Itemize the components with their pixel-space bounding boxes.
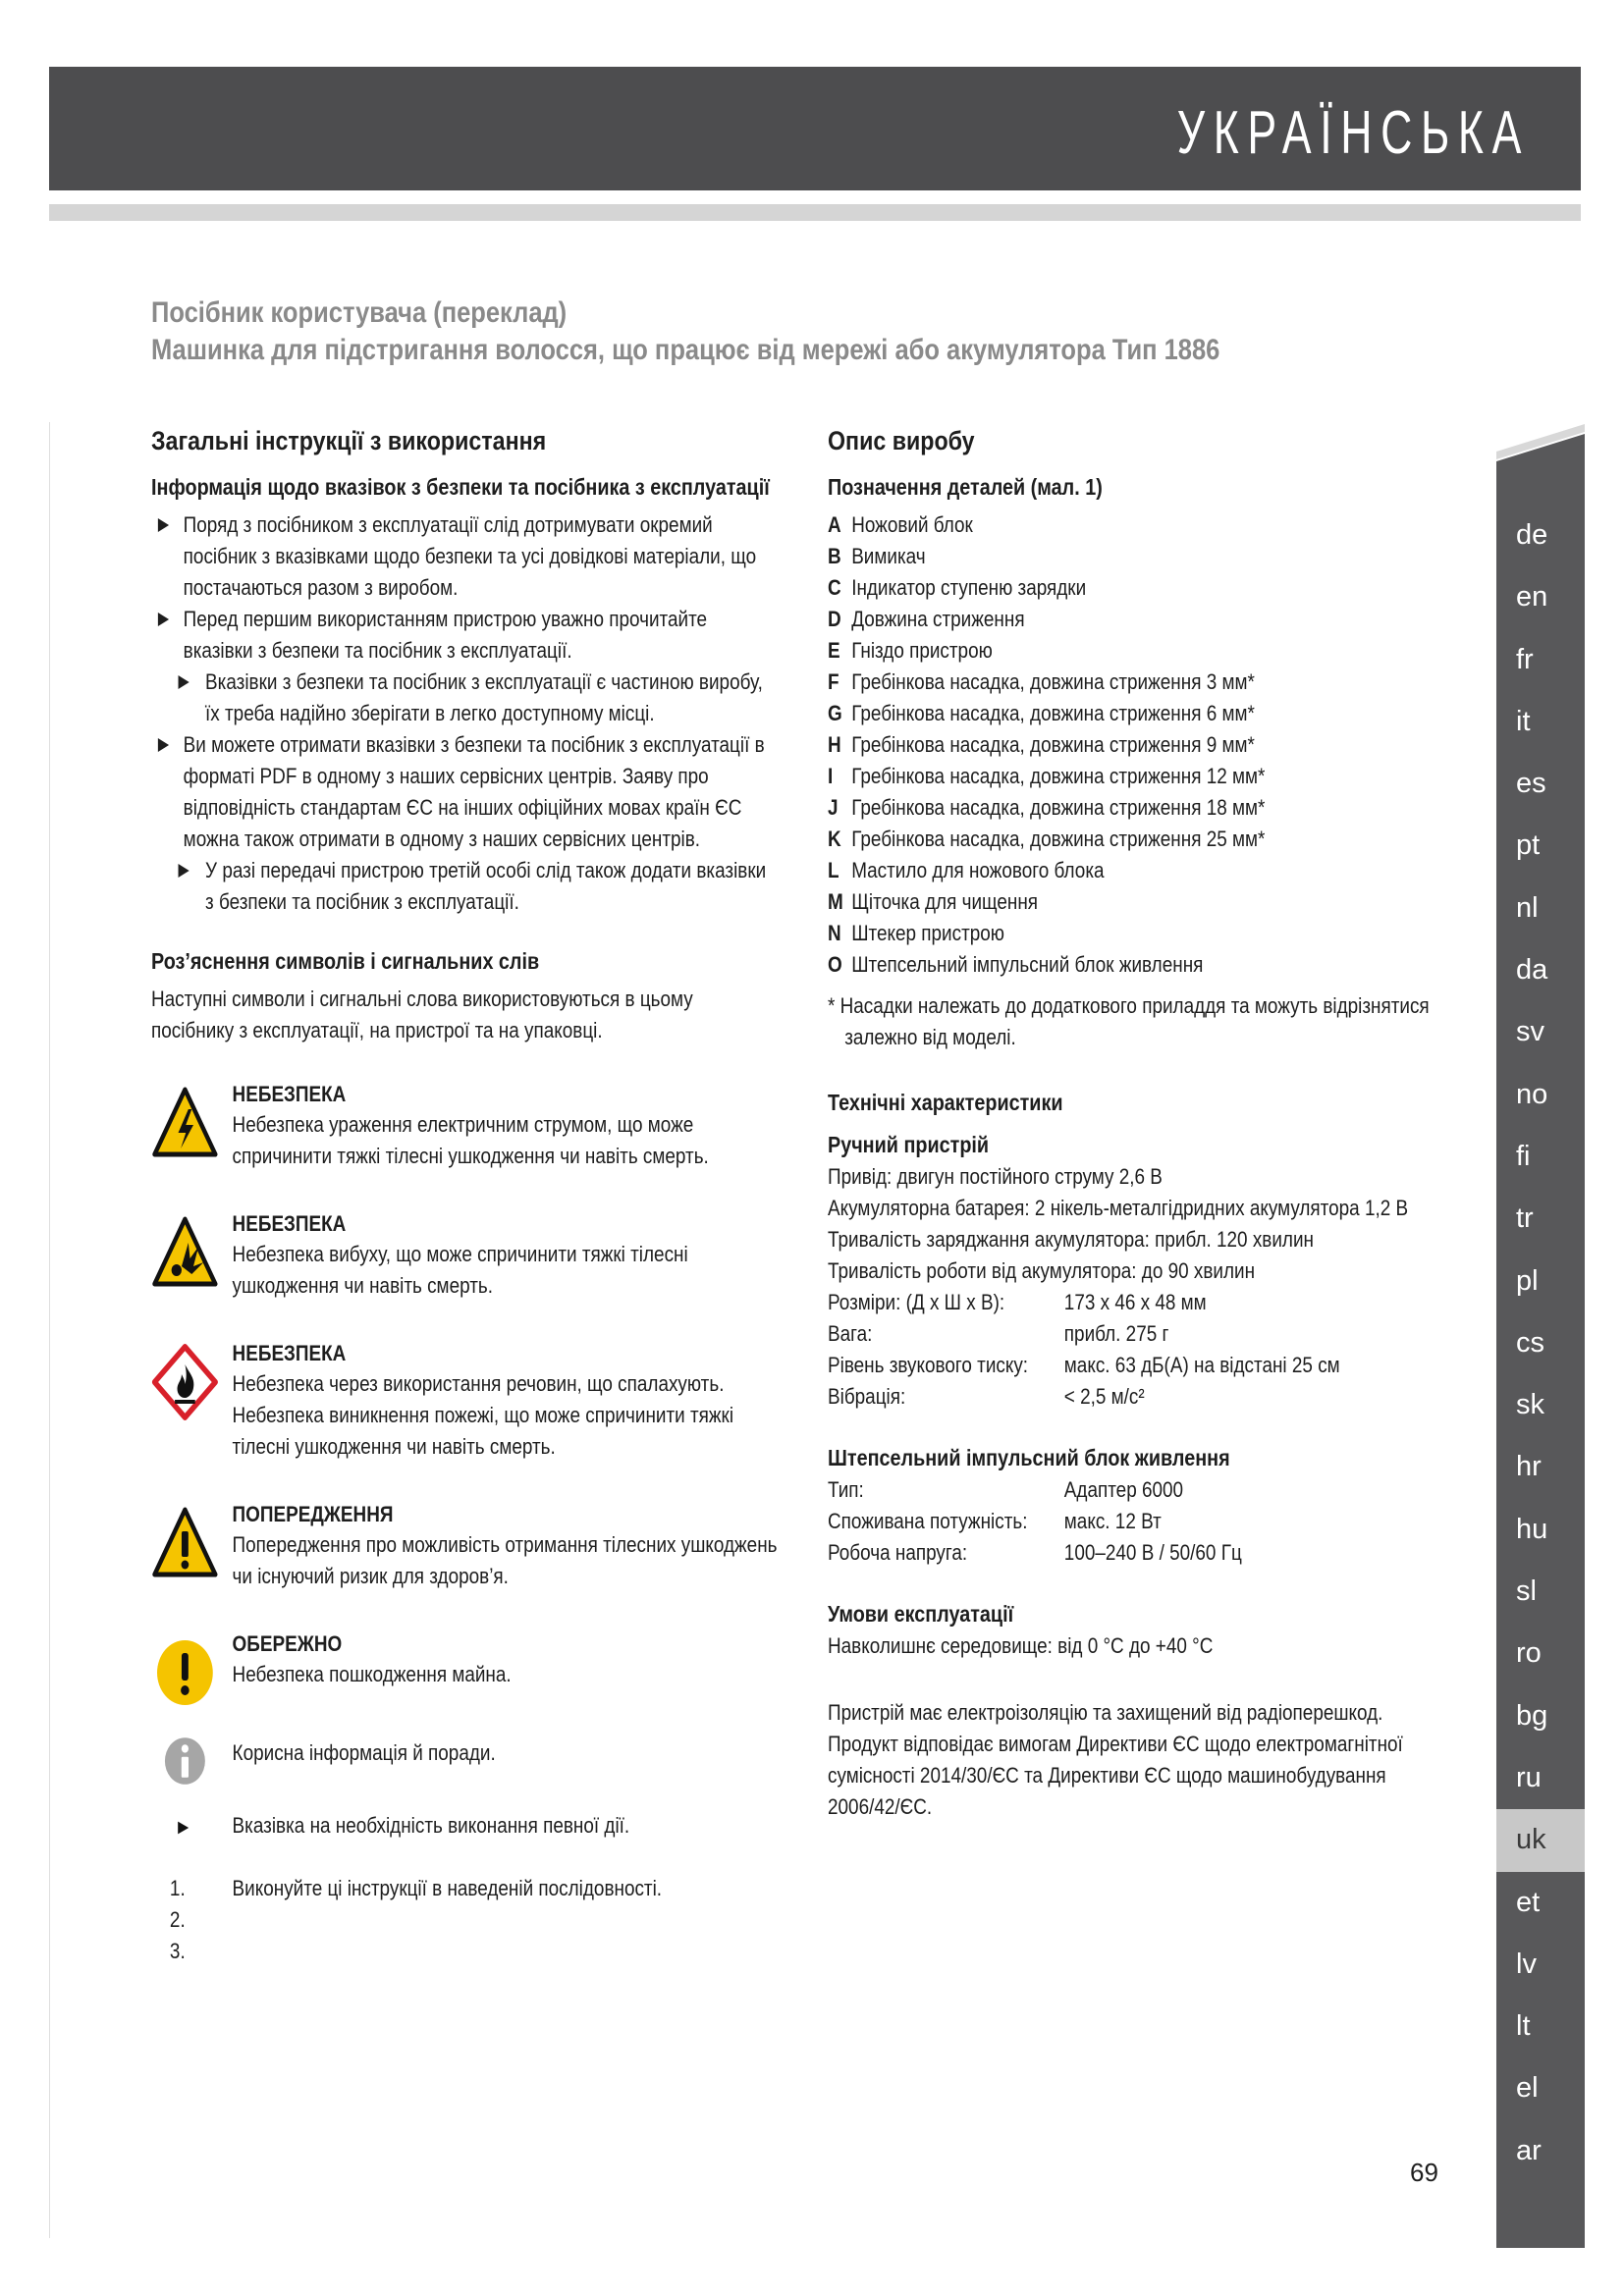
part-item: J Гребінкова насадка, довжина стриження 18 мм* — [828, 795, 1266, 820]
spec-drive: Привід: двигун постійного струму 2,6 В — [828, 1164, 1163, 1189]
step-number: 2. — [169, 1907, 186, 1932]
language-tab-de[interactable]: de — [1516, 519, 1548, 551]
symbol-row — [151, 1339, 778, 1463]
symbol-row — [151, 1209, 778, 1302]
language-tab-sk[interactable]: sk — [1516, 1389, 1544, 1421]
language-tab-sl[interactable]: sl — [1516, 1575, 1537, 1608]
part-item: E Гніздо пристрою — [828, 638, 993, 663]
bullet-item — [151, 604, 778, 667]
language-tab-nl[interactable]: nl — [1516, 891, 1539, 924]
bullet-subitem — [151, 667, 778, 729]
language-title: УКРАЇНСЬКА — [1176, 99, 1530, 167]
explosion-hazard-icon — [151, 1213, 219, 1292]
psu-spec-row: Споживана потужність: макс. 12 Вт — [828, 1509, 1162, 1533]
electric-hazard-icon — [151, 1084, 219, 1162]
part-item: L Мастило для ножового блока — [828, 858, 1105, 882]
part-item: O Штепсельний імпульсний блок живлення — [828, 952, 1204, 977]
language-tab-strip — [1496, 467, 1585, 2248]
symbol-text: Небезпека ураження електричним струмом, що може спричинити тяжкі тілесні ушкодження чи навіть смерть. — [232, 1112, 709, 1168]
bullet-item — [151, 509, 778, 604]
language-tab-sv[interactable]: sv — [1516, 1016, 1544, 1048]
language-tab-lt[interactable]: lt — [1516, 2010, 1531, 2043]
language-tab-ru[interactable]: ru — [1516, 1761, 1542, 1793]
language-tab-et[interactable]: et — [1516, 1886, 1541, 1918]
symbol-text: Попередження про можливість отримання тілесних ушкоджень чи існуючий ризик для здоров’я. — [232, 1532, 778, 1588]
accessory-footnote: * Насадки належать до додаткового приладдя та можуть відрізнятися залежно від моделі. — [828, 993, 1430, 1049]
language-tab-da[interactable]: da — [1516, 954, 1548, 987]
action-row — [151, 1804, 778, 1843]
part-item: H Гребінкова насадка, довжина стриження 9 мм* — [828, 732, 1255, 757]
info-icon — [161, 1734, 208, 1789]
action-arrow-icon — [177, 1820, 190, 1836]
spec-row: Вібрація: < 2,5 м/с² — [828, 1384, 1145, 1409]
part-item: G Гребінкова насадка, довжина стриження 6 мм* — [828, 701, 1255, 725]
spec-row: Рівень звукового тиску: макс. 63 дБ(А) на відстані 25 см — [828, 1353, 1340, 1377]
symbol-row — [151, 1629, 778, 1708]
part-item: D Довжина стриження — [828, 607, 1025, 631]
psu-spec-row: Тип: Адаптер 6000 — [828, 1477, 1184, 1502]
symbols-heading: Роз’яснення символів і сигнальних слів — [151, 948, 540, 974]
language-tab-no[interactable]: no — [1516, 1078, 1548, 1110]
language-tab-pl[interactable]: pl — [1516, 1264, 1539, 1297]
symbol-title: НЕБЕЗПЕКА — [232, 1082, 347, 1106]
symbols-intro: Наступні символи і сигнальні слова використовуються в цьому посібнику з експлуатації, на пристрої та на упаковці. — [151, 987, 693, 1042]
symbol-row — [151, 1500, 778, 1592]
language-tab-el[interactable]: el — [1516, 2072, 1539, 2105]
language-strip-top — [1496, 424, 1585, 467]
language-tab-fr[interactable]: fr — [1516, 643, 1534, 675]
product-description-heading: Опис виробу — [828, 426, 975, 455]
safety-bullet-list — [151, 509, 778, 918]
language-tab-pt[interactable]: pt — [1516, 829, 1541, 862]
spec-row: Розміри: (Д x Ш x В): 173 x 46 x 48 мм — [828, 1290, 1207, 1314]
language-tab-lv[interactable]: lv — [1516, 1948, 1537, 1980]
part-item: K Гребінкова насадка, довжина стриження 25 мм* — [828, 827, 1266, 851]
warning-icon — [151, 1504, 219, 1582]
symbol-title: ОБЕРЕЖНО — [232, 1631, 343, 1656]
language-tab-tr[interactable]: tr — [1516, 1202, 1534, 1235]
compliance-text: Пристрій має електроізоляцію та захищений від радіоперешкод. Продукт відповідає вимогам Директиви ЄС щодо електромагнітної сумісності 2014/30/ЄС та Директиви ЄС щодо машинобудування 2006/42/ЄС. — [828, 1700, 1403, 1819]
language-tab-fi[interactable]: fi — [1516, 1140, 1531, 1172]
psu-spec-row: Робоча напруга: 100–240 В / 50/60 Гц — [828, 1540, 1242, 1565]
symbol-title: ПОПЕРЕДЖЕННЯ — [232, 1502, 394, 1526]
part-item: M Щіточка для чищення — [828, 889, 1039, 914]
part-item: B Вимикач — [828, 544, 926, 568]
header-bar — [49, 67, 1581, 190]
step-number: 1. — [169, 1876, 186, 1900]
steps-row — [151, 1873, 778, 1961]
right-column — [828, 424, 1456, 1823]
handheld-heading: Ручний пристрій — [828, 1132, 990, 1157]
language-tab-bg[interactable]: bg — [1516, 1699, 1548, 1732]
part-item: A Ножовий блок — [828, 512, 973, 537]
bullet-text: Ви можете отримати вказівки з безпеки та посібник з експлуатації в форматі PDF в одному з наших сервісних центрів. Заяву про відповідність стандартам ЄС на інших офіційних мовах країн ЄС можна також отримати в одному з наших сервісних центрів. — [183, 732, 765, 851]
info-row — [151, 1730, 778, 1779]
left-margin-rule — [49, 422, 50, 2238]
language-tab-cs[interactable]: cs — [1516, 1326, 1544, 1359]
document-title-line-1: Посібник користувача (переклад) — [151, 296, 568, 329]
symbol-text: Небезпека через використання речовин, що спалахують. Небезпека виникнення пожежі, що може спричинити тяжкі тілесні ушкодження чи навіть смерть. — [232, 1371, 734, 1459]
operating-conditions-heading: Умови експлуатації — [828, 1601, 1014, 1627]
steps-numbers — [170, 1873, 186, 1967]
language-tab-hr[interactable]: hr — [1516, 1451, 1542, 1483]
header-rule — [49, 204, 1581, 221]
language-tab-hu[interactable]: hu — [1516, 1513, 1548, 1545]
bullet-subitem — [151, 855, 778, 918]
document-title — [151, 294, 1428, 369]
document-title-line-2: Машинка для підстригання волосся, що працює від мережі або акумулятора Тип 1886 — [151, 334, 1220, 366]
spec-charge-time: Тривалість заряджання акумулятора: прибл. 120 хвилин — [828, 1227, 1314, 1252]
symbol-row — [151, 1080, 778, 1172]
parts-list — [828, 509, 1454, 981]
caution-icon — [151, 1633, 219, 1712]
bullet-text: Перед першим використанням пристрою уважно прочитайте вказівки з безпеки та посібник з експлуатації. — [183, 607, 708, 663]
psu-heading: Штепсельний імпульсний блок живлення — [828, 1445, 1230, 1470]
left-column — [151, 424, 780, 1999]
part-item: C Індикатор ступеню зарядки — [828, 575, 1087, 600]
bullet-text: У разі передачі пристрою третій особі слід також додати вказівки з безпеки та посібник з експлуатації. — [205, 858, 767, 914]
part-item: I Гребінкова насадка, довжина стриження 12 мм* — [828, 764, 1266, 788]
info-text: Корисна інформація й поради. — [232, 1740, 496, 1765]
operating-environment: Навколишнє середовище: від 0 °C до +40 °C — [828, 1633, 1214, 1658]
language-tab-it[interactable]: it — [1516, 705, 1531, 737]
spec-run-time: Тривалість роботи від акумулятора: до 90 хвилин — [828, 1258, 1256, 1283]
page-number: 69 — [1410, 2158, 1438, 2187]
action-text: Вказівка на необхідність виконання певної дії. — [232, 1813, 630, 1838]
symbol-text: Небезпека пошкодження майна. — [232, 1662, 512, 1686]
language-tab-uk[interactable]: uk — [1496, 1809, 1585, 1871]
spec-row: Вага: прибл. 275 г — [828, 1321, 1169, 1346]
step-number: 3. — [169, 1939, 186, 1963]
bullet-text: Поряд з посібником з експлуатації слід дотримувати окремий посібник з вказівками щодо безпеки та усі довідкові матеріали, що постачаються разом з виробом. — [183, 512, 757, 600]
parts-heading: Позначення деталей (мал. 1) — [828, 474, 1103, 500]
symbol-text: Небезпека вибуху, що може спричинити тяжкі тілесні ушкодження чи навіть смерть. — [232, 1242, 688, 1298]
general-instructions-heading: Загальні інструкції з використання — [151, 426, 547, 455]
language-tab-ar[interactable]: ar — [1516, 2134, 1542, 2166]
part-item: N Штекер пристрою — [828, 921, 1004, 945]
part-item: F Гребінкова насадка, довжина стриження 3 мм* — [828, 669, 1255, 694]
technical-data-heading: Технічні характеристики — [828, 1090, 1063, 1115]
flammable-hazard-icon — [151, 1343, 219, 1421]
safety-info-heading: Інформація щодо вказівок з безпеки та посібника з експлуатації — [151, 474, 770, 500]
spec-battery: Акумуляторна батарея: 2 нікель-металгідридних акумулятора 1,2 В — [828, 1196, 1409, 1220]
language-tab-en[interactable]: en — [1516, 581, 1548, 614]
bullet-item — [151, 729, 778, 855]
symbol-title: НЕБЕЗПЕКА — [232, 1211, 347, 1236]
language-tab-es[interactable]: es — [1516, 768, 1546, 800]
symbol-title: НЕБЕЗПЕКА — [232, 1341, 347, 1365]
bullet-text: Вказівки з безпеки та посібник з експлуатації є частиною виробу, їх треба надійно зберігати в легко доступному місці. — [205, 669, 763, 725]
steps-text: Виконуйте ці інструкції в наведеній послідовності. — [232, 1876, 663, 1900]
language-tab-ro[interactable]: ro — [1516, 1637, 1542, 1670]
